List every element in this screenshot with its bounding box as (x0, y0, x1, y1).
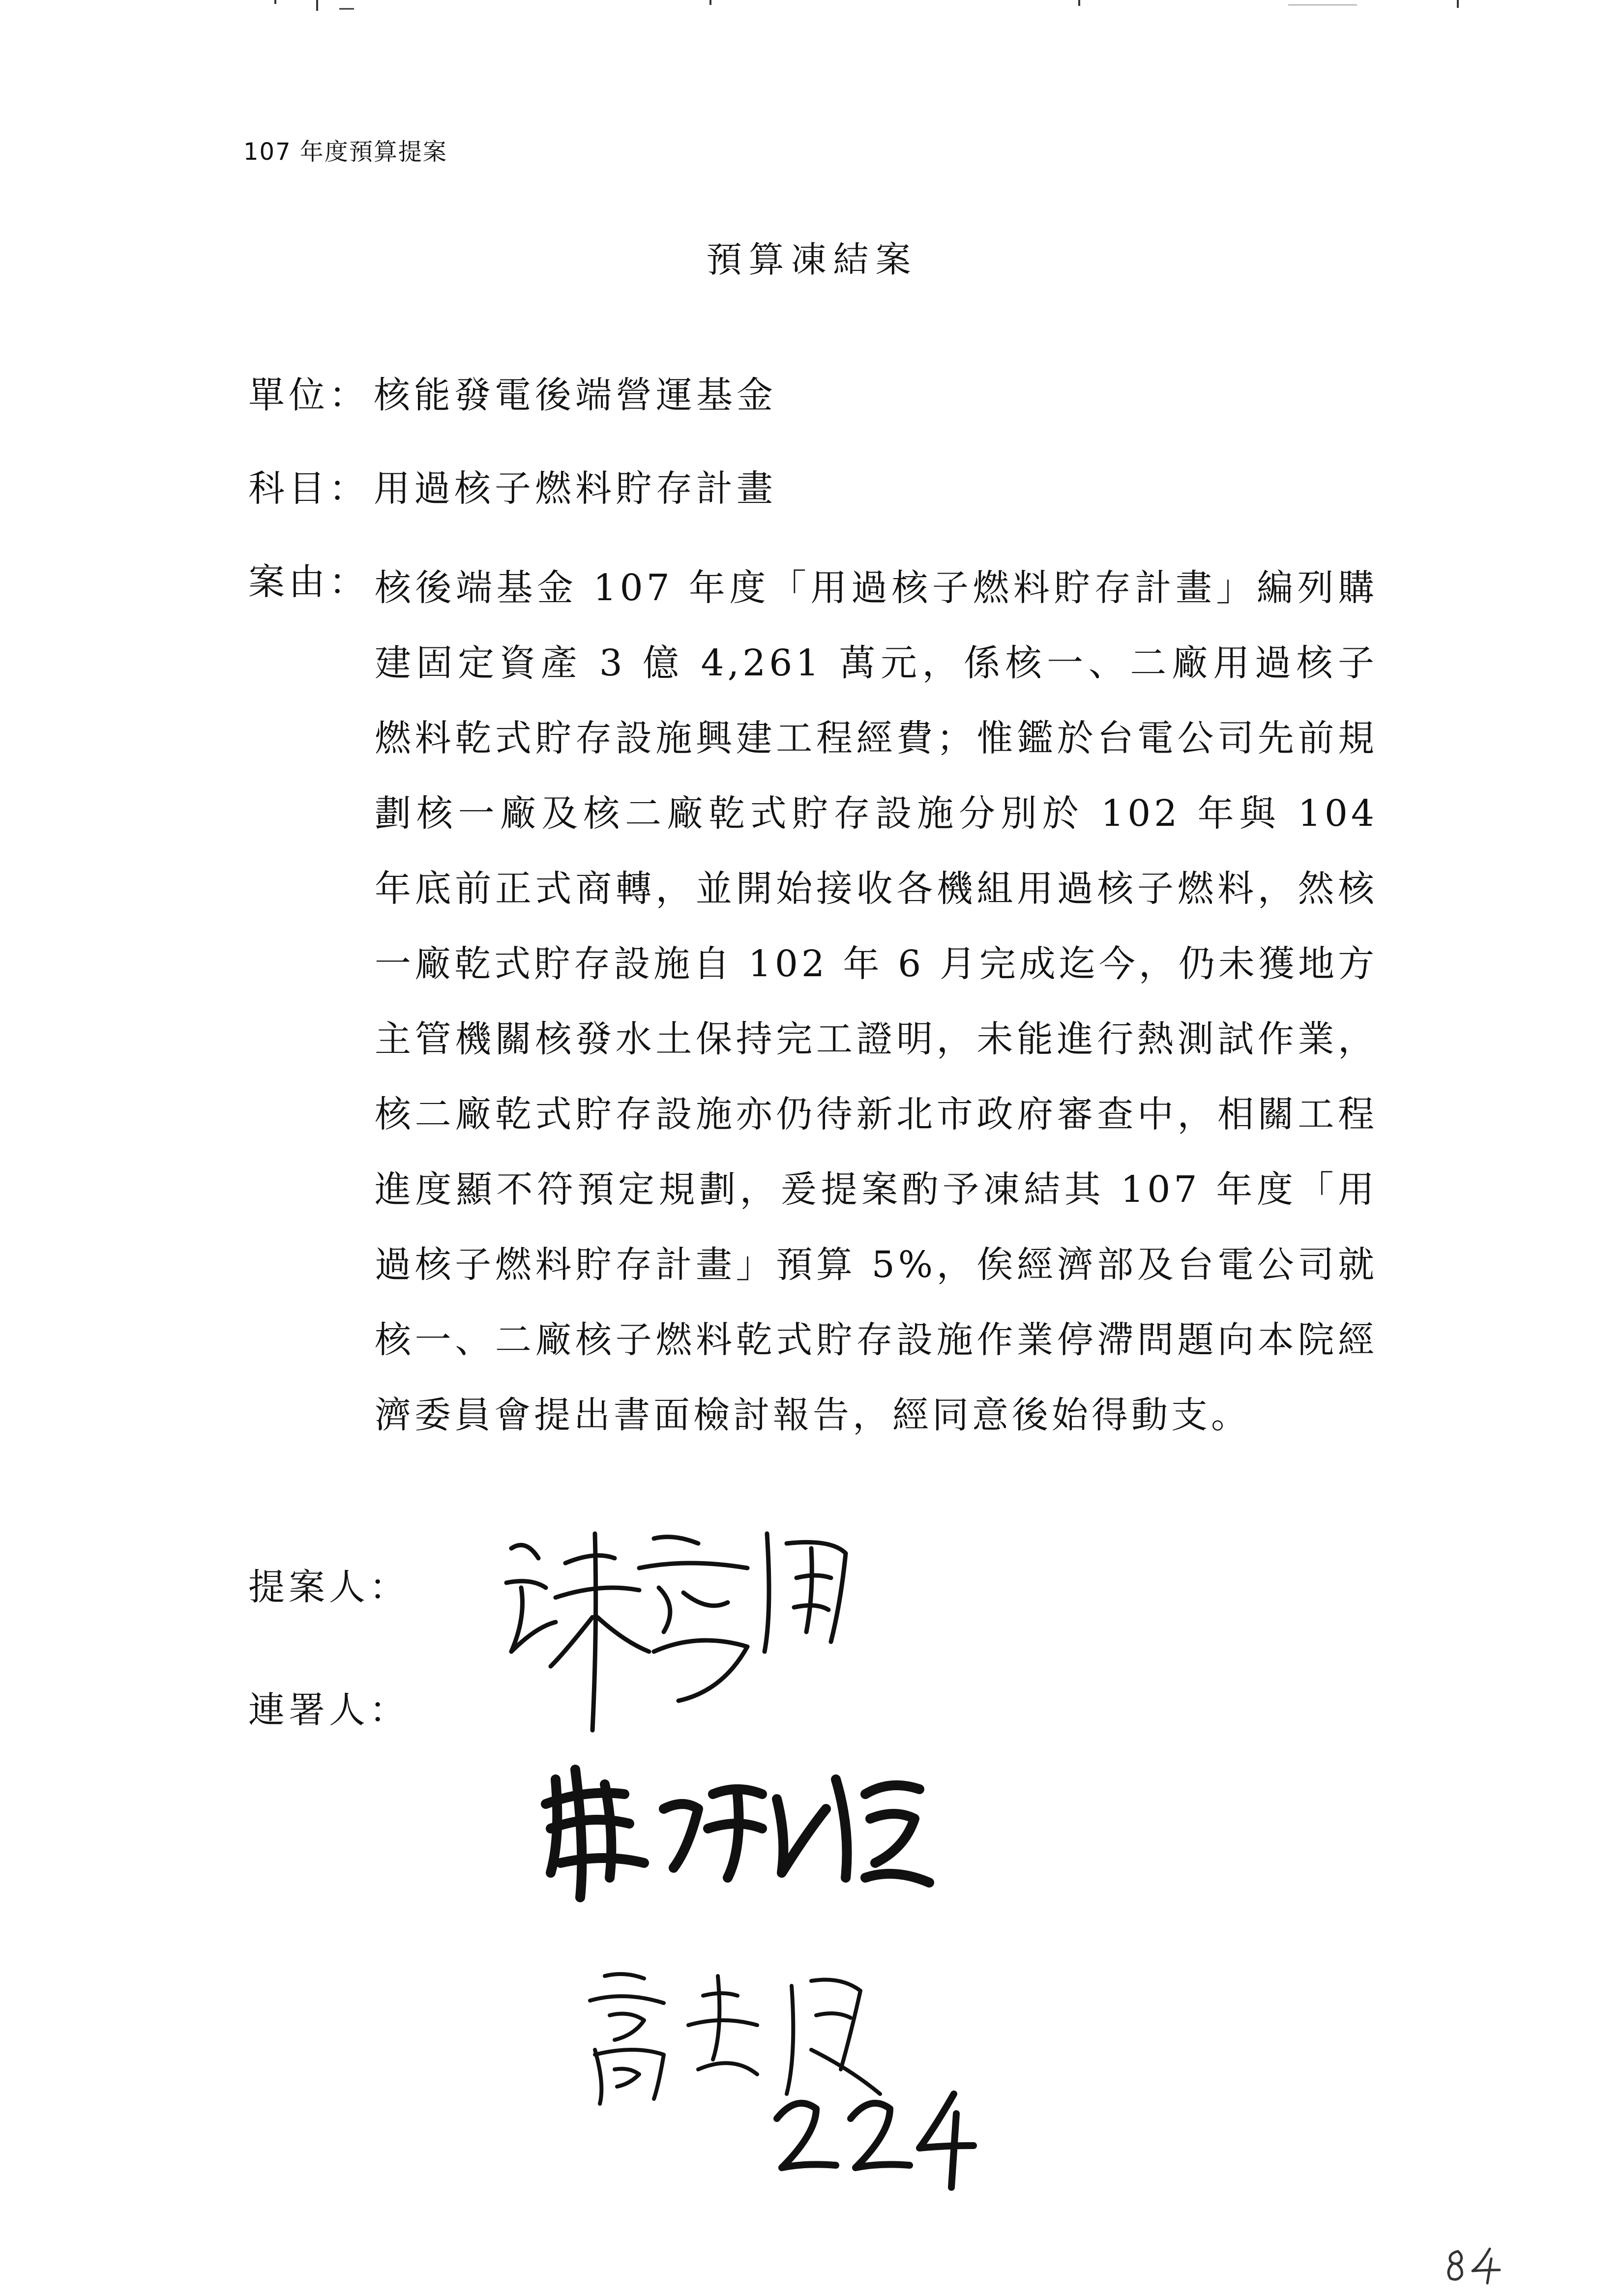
unit-value: 核能發電後端營運基金 (374, 374, 777, 416)
document-title: 預算凍結案 (706, 239, 918, 280)
scan-artifact-marks (0, 0, 1624, 20)
cosigner-signature-1 (531, 1750, 944, 1912)
reason-field (248, 553, 374, 605)
proposer-signature (492, 1504, 865, 1750)
page-number (1438, 2241, 1507, 2286)
cosigner-label: 連署人： (248, 1689, 410, 1731)
subject-label: 科目： (248, 467, 369, 510)
reason-label: 案由： (248, 561, 369, 603)
handwritten-number (767, 2084, 978, 2192)
unit-label: 單位： (248, 374, 369, 416)
proposer-label: 提案人： (248, 1566, 410, 1608)
reason-text: 核後端基金 107 年度「用過核子燃料貯存計畫」編列購建固定資產 3 億 4,261 萬元，係核一、二廠用過核子燃料乾式貯存設施興建工程經費；惟鑑於台電公司先前規劃核一廠及核二廠乾式貯存設施分別於 102 年與 104 年底前正式商轉，並開始接收各機組用過核子燃料，然核一廠乾式貯存設施自 102 年 6 月完成迄今，仍未獲地方主管機關核發水土保持完工證明，未能進行熱測試作業，核二廠乾式貯存設施亦仍待新北市政府審查中，相關工程進度顯不符預定規劃，爰提案酌予凍結其 107 年度「用過核子燃料貯存計畫」預算 5%，俟經濟部及台電公司就核一、二廠核子燃料乾式貯存設施作業停滯問題向本院經濟委員會提出書面檢討報告，經同意後始得動支。 (375, 567, 1378, 1436)
subject-value: 用過核子燃料貯存計畫 (374, 467, 777, 510)
document-header-label: 107 年度預算提案 (243, 138, 447, 166)
unit-field (248, 366, 777, 418)
subject-field (248, 460, 777, 512)
